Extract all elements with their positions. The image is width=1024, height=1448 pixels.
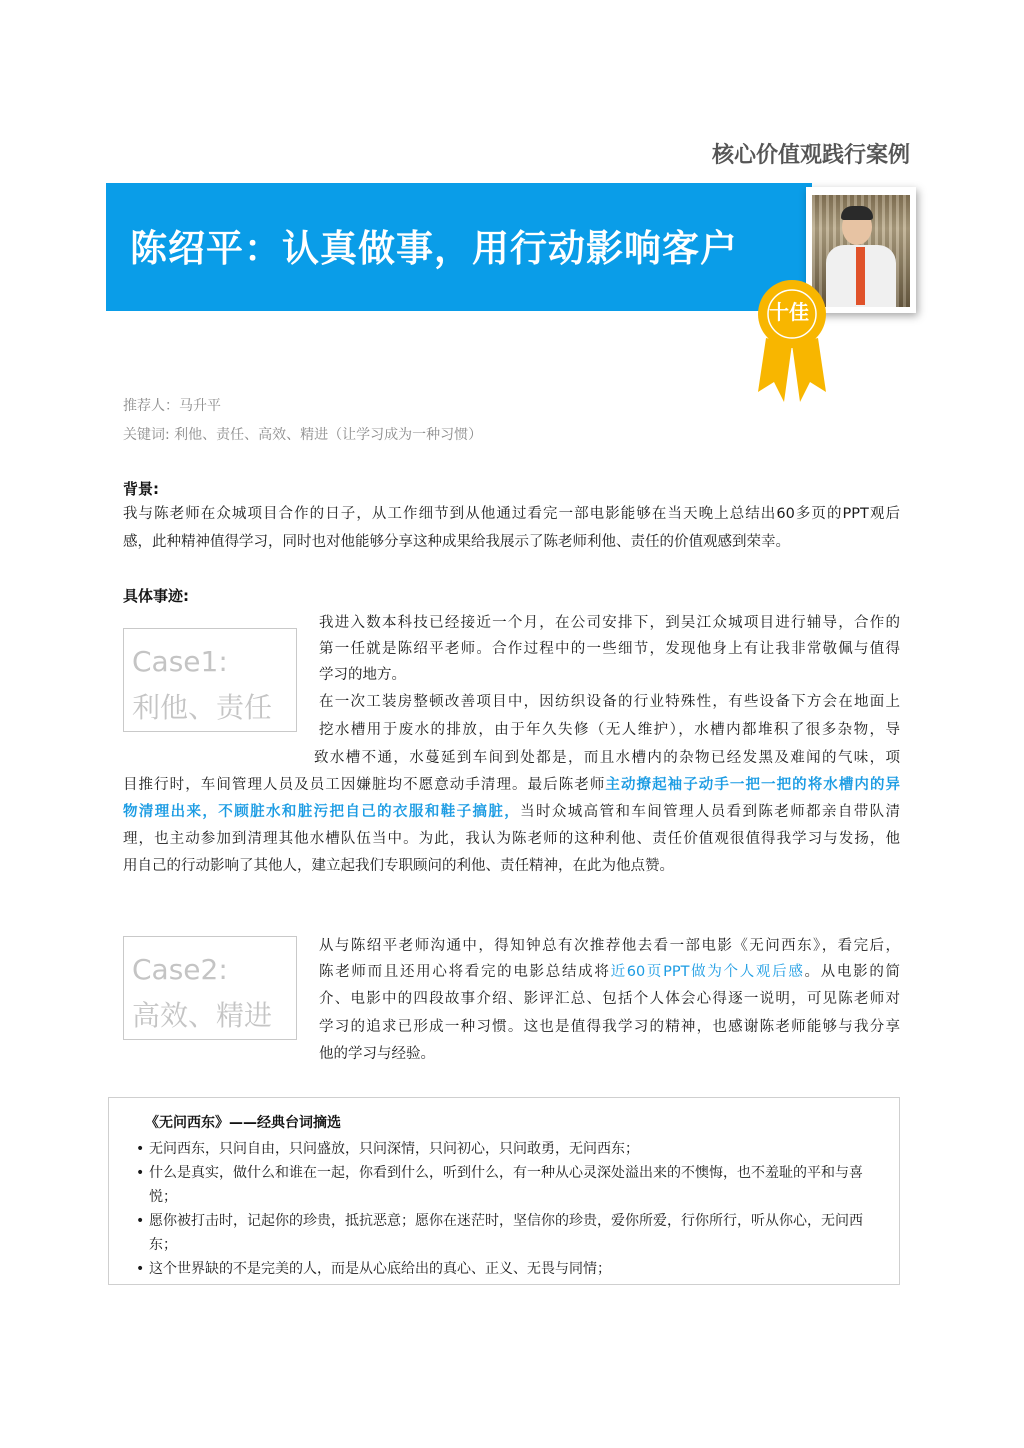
case1-number: Case1:: [132, 645, 228, 678]
case1-line: 第一任就是陈绍平老师。合作过程中的一些细节，发现他身上有让我非常敬佩与值得: [319, 641, 900, 657]
case1-line: 在一次工装房整顿改善项目中，因纺织设备的行业特殊性，有些设备下方会在地面上: [319, 694, 900, 710]
case1-line: 致水槽不通，水蔓延到车间到处都是，而且水槽内的杂物已经发黑及难闻的气味，项: [314, 750, 900, 766]
recommender: 推荐人：马升平: [123, 398, 221, 414]
case2-line: 介、电影中的四段故事介绍、影评汇总、包括个人体会心得逐一说明，可见陈老师对: [319, 991, 900, 1007]
case2-values: 高效、精进: [132, 999, 273, 1032]
quote-item: • 什么是真实，做什么和谁在一起，你看到什么，听到什么，有一种从心灵深处溢出来的不懊悔，也不羞耻的平和与喜悦；: [136, 1161, 876, 1209]
page-title: 陈绍平：认真做事，用行动影响客户: [130, 227, 738, 270]
quote-item: • 愿你被打击时，记起你的珍贵，抵抗恶意；愿你在迷茫时，坚信你的珍贵，爱你所爱，行你所行，听从你心，无问西东；: [136, 1209, 876, 1257]
background-line: 感，此种精神值得学习，同时也对他能够分享这种成果给我展示了陈老师利他、责任的价值观感到荣幸。: [123, 534, 790, 550]
case1-line: 学习的地方。: [319, 667, 406, 683]
case1-line: 我进入数本科技已经接近一个月，在公司安排下，到吴江众城项目进行辅导，合作的: [319, 615, 900, 631]
case1-values: 利他、责任: [132, 691, 273, 724]
case1-highlight: 主动撩起袖子动手一把一把的将水槽内的异: [605, 777, 901, 793]
case1-line: 目推行时，车间管理人员及员工因嫌脏均不愿意动手清理。最后陈老师主动撩起袖子动手一把一把的将水槽内的异: [123, 777, 901, 793]
quote-item: • 无问西东，只问自由，只问盛放，只问深情，只问初心，只问敢勇，无问西东；: [136, 1137, 876, 1161]
deeds-heading: 具体事迹:: [123, 587, 189, 605]
case2-number: Case2:: [132, 953, 228, 986]
keywords: 关键词: 利他、责任、高效、精进（让学习成为一种习惯）: [123, 427, 483, 443]
section-category: 核心价值观践行案例: [711, 143, 910, 168]
case2-label-box: [123, 936, 297, 1040]
case2-line: 学习的追求已形成一种习惯。这也是值得我学习的精神，也感谢陈老师能够与我分享: [319, 1019, 900, 1035]
case2-line: 从与陈绍平老师沟通中，得知钟总有次推荐他去看一部电影《无问西东》，看完后，: [319, 938, 900, 954]
case2-line: 陈老师而且还用心将看完的电影总结成将近60页PPT做为个人观后感。从电影的简: [319, 964, 901, 980]
background-line: 我与陈老师在众城项目合作的日子，从工作细节到从他通过看完一部电影能够在当天晚上总结出60多页的PPT观后: [123, 506, 900, 522]
case2-line: 他的学习与经验。: [319, 1046, 435, 1062]
quote-item: • 这个世界缺的不是完美的人，而是从心底给出的真心、正义、无畏与同情；: [136, 1257, 876, 1281]
quotes-list: [136, 1137, 876, 1281]
case1-line: 理，也主动参加到清理其他水槽队伍当中。为此，我认为陈老师的这种利他、责任价值观很值得我学习与发扬，他: [123, 831, 900, 847]
background-heading: 背景:: [123, 480, 159, 498]
quotes-title: 《无问西东》——经典台词摘选: [145, 1115, 341, 1131]
case1-line: 用自己的行动影响了其他人，建立起我们专职顾问的利他、责任精神，在此为他点赞。: [123, 858, 674, 874]
case1-highlight: 物清理出来，不顾脏水和脏污把自己的衣服和鞋子搞脏，: [123, 804, 521, 820]
case1-line: 物清理出来，不顾脏水和脏污把自己的衣服和鞋子搞脏，当时众城高管和车间管理人员看到陈老师都亲自带队清: [123, 804, 901, 820]
case1-label-box: [123, 628, 297, 732]
medal-label: 十佳: [769, 300, 809, 324]
case1-line: 挖水槽用于废水的排放，由于年久失修（无人维护），水槽内都堆积了很多杂物，导: [319, 722, 900, 738]
case2-highlight: 近60页PPT做为个人观后感: [610, 964, 805, 980]
